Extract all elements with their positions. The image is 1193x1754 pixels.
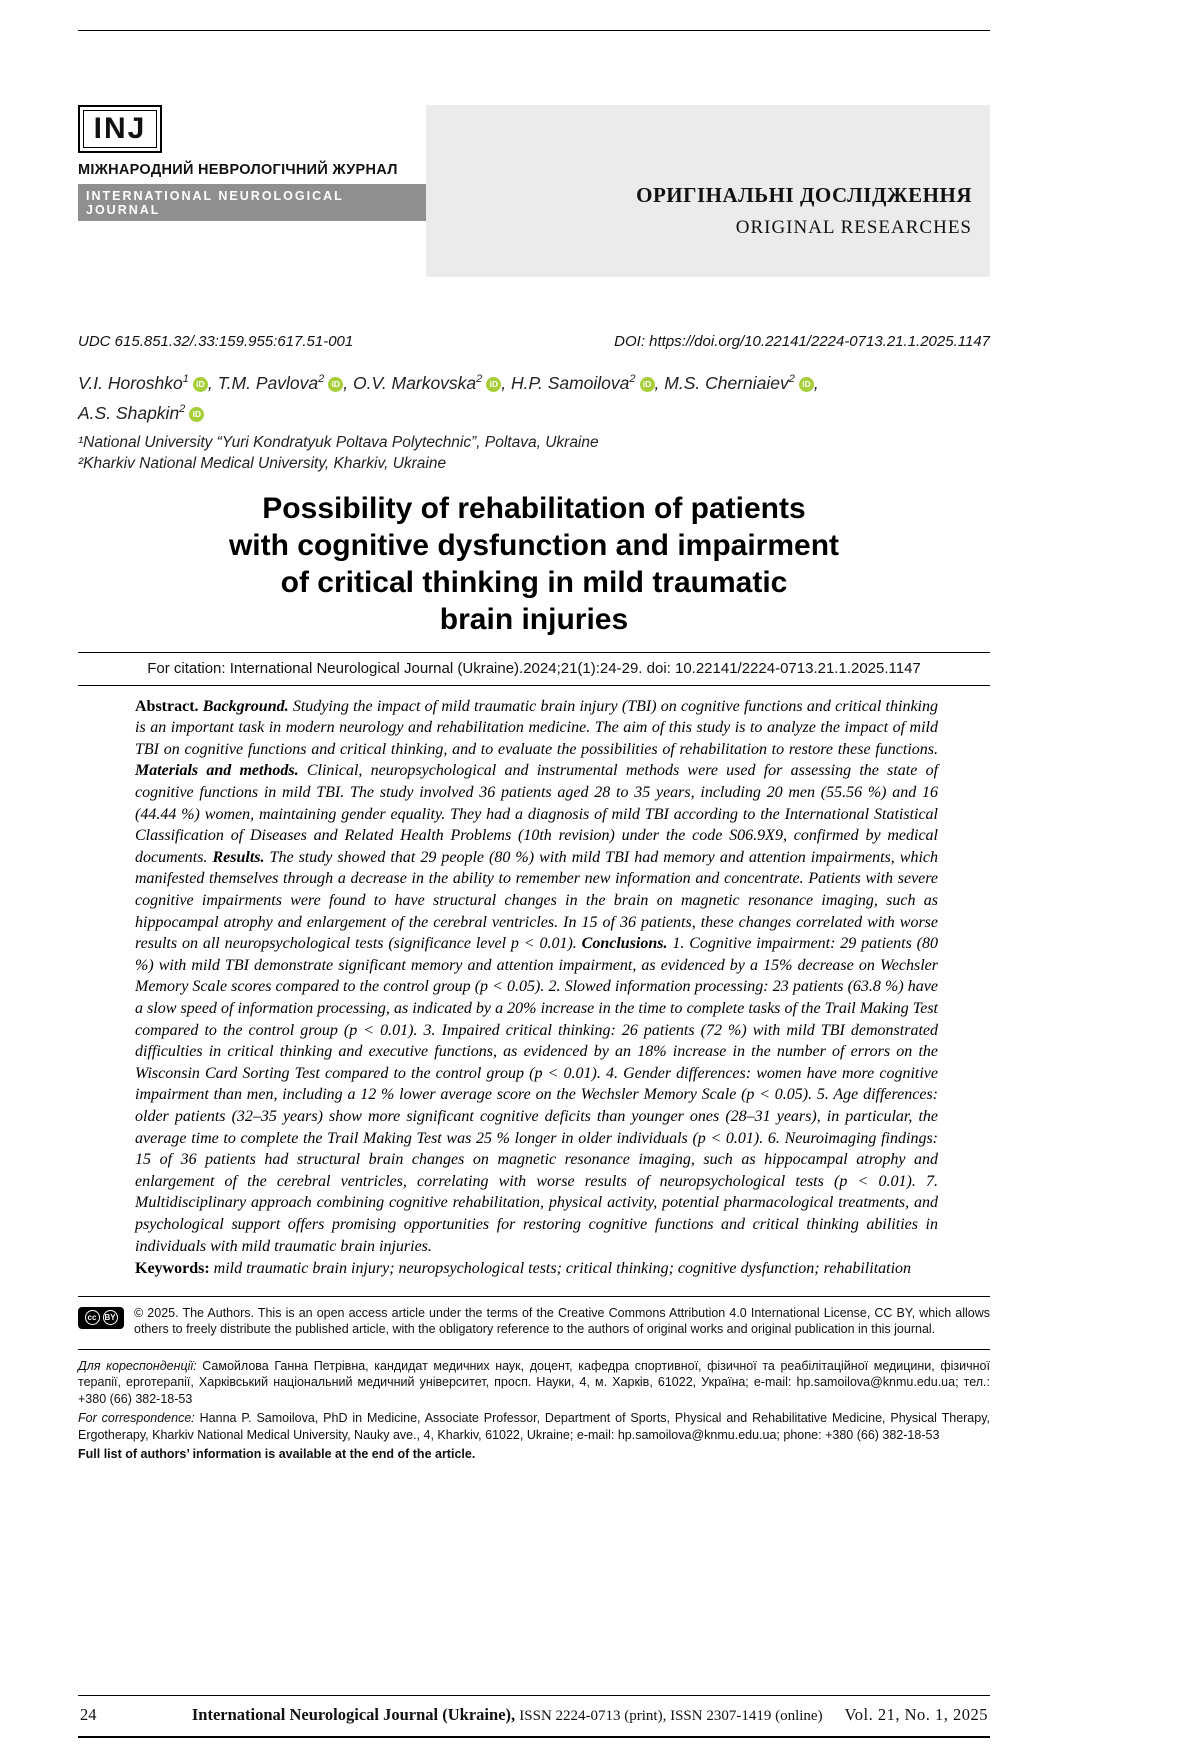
author-separator: ,: [207, 372, 213, 393]
journal-logo-acronym: INJ: [93, 112, 147, 145]
orcid-icon[interactable]: iD: [640, 377, 655, 392]
page-footer: [78, 1695, 990, 1738]
author-separator: ,: [813, 372, 819, 393]
journal-logo-column: [78, 105, 426, 277]
author: [511, 373, 659, 393]
abstract-section-label-results: Results.: [212, 848, 265, 866]
footer-journal-line: [170, 1705, 844, 1725]
author-separator: ,: [343, 372, 349, 393]
keywords-paragraph: [135, 1258, 938, 1280]
full-authors-note: Full list of authors’ information is available at the end of the article.: [78, 1447, 476, 1462]
abstract-section-text-conclusions: 1. Cognitive impairment: 29 patients (80 %) with mild TBI demonstrate significant memory and attention impairment, as evidenced by a 15% decrease on Wechsler Memory Scale scores compared to the control group (p < 0.05). 2. Slowed information processing: 23 patients (63.8 %) have a slow speed of information processing, as indicated by a 20% increase in the time to complete tasks of the Trail Making Test compared to the control group (p < 0.01). 3. Impaired critical thinking: 26 patients (72 %) with mild TBI demonstrated difficulties in critical thinking and executive functions, as evidenced by an 18% increase in the number of errors on the Wisconsin Card Sorting Test compared to the control group (p < 0.01). 4. Gender differences: women have more cognitive impairment than men, including a 12 % lower average score on the Wechsler Memory Scale (p < 0.05). 5. Age differences: older patients (32–35 years) show more significant cognitive deficits than younger ones (28–31 years), in particular, the average time to complete the Trail Making Test was 25 % longer in older individuals (p < 0.01). 6. Neuroimaging findings: 15 of 36 patients had structural brain changes on magnetic resonance imaging, such as hippocampal atrophy and enlargement of the cerebral ventricles, correlating with worse results of neuropsychological tests (p < 0.01). 7. Multidisciplinary approach combining cognitive rehabilitation, physical activity, potential pharmacological treatments, and psychological support offers promising opportunities for restoring cognitive functions and critical thinking abilities in individuals with mild traumatic brain injuries.: [135, 935, 939, 1255]
author-name: T.M. Pavlova: [217, 372, 319, 393]
author-affiliation-sup: 1: [182, 373, 189, 385]
abstract-section-text-methods: Clinical, neuropsychological and instrumental methods were used for assessing the state of cognitive functions in mild TBI. The study involved 36 patients aged 28 to 35 years, including 20 men (55.56 %) and 16 (44.44 %) women, maintaining gender equality. They had a diagnosis of mild TBI according to the International Statistical Classification of Diseases and Related Health Problems (10th revision) under the code S06.9X9, confirmed by medical documents.: [135, 762, 939, 866]
abstract-label: Abstract.: [135, 697, 199, 715]
abstract-paragraph: [135, 696, 938, 1257]
cc-by-icon: [78, 1307, 124, 1329]
author-name: M.S. Cherniaiev: [664, 372, 789, 393]
author: [218, 373, 349, 393]
correspondence-uk: [78, 1358, 990, 1408]
correspondence-en-label: For correspondence:: [78, 1411, 195, 1426]
correspondence-en-text: Hanna P. Samoilova, PhD in Medicine, Associate Professor, Department of Sports, Physical and Rehabilitative Medicine, Physical Therapy, Ergotherapy, Kharkiv National Medical University, Nauky ave., 4, Kharkiv, 61022, Ukraine; e-mail: hp.samoilova@knmu.edu.ua; phone: +380 (66) 382-18-53: [78, 1411, 991, 1442]
author-affiliation-sup: 2: [318, 373, 325, 385]
section-title-uk: ОРИГІНАЛЬНІ ДОСЛІДЖЕННЯ: [636, 183, 972, 207]
affiliations: [78, 432, 990, 474]
correspondence-uk-text: Самойлова Ганна Петрівна, кандидат медичних наук, доцент, кафедра спортивної, фізичної та реабілітаційної медицини, фізичної терапії, ерготерапії, Харківський національний медичний університет, просп. Науки, 4, м. Харків, 61022, Україна; e-mail: hp.samoilova@knmu.edu.ua; тел.: +380 (66) 382-18-53: [78, 1358, 990, 1406]
orcid-icon[interactable]: iD: [486, 377, 501, 392]
article-title-line: of critical thinking in mild traumatic: [280, 565, 788, 599]
affiliation-1: ¹National University “Yuri Kondratyuk Poltava Polytechnic”, Poltava, Ukraine: [78, 433, 599, 451]
author-affiliation-sup: 2: [788, 373, 795, 385]
author: [664, 373, 819, 393]
orcid-icon[interactable]: iD: [189, 407, 204, 422]
section-banner: [426, 105, 990, 277]
author: [78, 373, 213, 393]
journal-name-uk: МІЖНАРОДНИЙ НЕВРОЛОГІЧНИЙ ЖУРНАЛ: [78, 162, 398, 178]
authors-line: [78, 366, 990, 426]
journal-logo: [78, 105, 162, 153]
journal-name-en: INTERNATIONAL NEUROLOGICAL JOURNAL: [78, 184, 426, 221]
doi-link[interactable]: DOI: https://doi.org/10.22141/2224-0713.21.1.2025.1147: [614, 333, 990, 350]
author-affiliation-sup: 2: [476, 373, 483, 385]
author-separator: ,: [654, 372, 660, 393]
page-number: 24: [80, 1705, 97, 1724]
section-title-en: ORIGINAL RESEARCHES: [735, 217, 972, 238]
license-block: [78, 1296, 990, 1337]
abstract-section-label-methods: Materials and methods.: [135, 762, 299, 780]
author-affiliation-sup: 2: [629, 373, 636, 385]
udc-code: UDC 615.851.32/.33:159.955:617.51-001: [78, 333, 354, 350]
correspondence-en: [78, 1410, 990, 1443]
article-title-line: Possibility of rehabilitation of patients: [262, 491, 806, 525]
abstract-section-text-background: Studying the impact of mild traumatic brain injury (TBI) on cognitive functions and critical thinking is an important task in modern neurology and rehabilitation medicine. The aim of this study is to analyze the impact of mild TBI on cognitive functions and critical thinking, and to evaluate the possibilities of rehabilitation to restore these functions.: [135, 697, 938, 758]
by-circle-icon: BY: [103, 1310, 118, 1325]
author: [353, 373, 506, 393]
author-name: A.S. Shapkin: [78, 402, 180, 423]
citation-band: For citation: International Neurological Journal (Ukraine).2024;21(1):24-29. doi: 10.22141/2224-0713.21.1.2025.1147: [78, 652, 990, 686]
article-title: [78, 490, 990, 638]
affiliation-2: ²Kharkiv National Medical University, Kharkiv, Ukraine: [78, 454, 447, 472]
keywords-label: Keywords:: [135, 1260, 210, 1278]
author-name: O.V. Markovska: [352, 372, 477, 393]
top-rule: [78, 30, 990, 31]
footer-volume: Vol. 21, No. 1, 2025: [844, 1705, 988, 1724]
author-affiliation-sup: 2: [179, 402, 186, 415]
abstract-section-text-results: The study showed that 29 people (80 %) with mild TBI had memory and attention impairments, which manifested themselves through a decrease in the ability to remember new information and concentrate. Patients with severe cognitive impairments were found to have structural changes in the brain on magnetic resonance imaging, such as hippocampal atrophy and enlargement of the cerebral ventricles. In 15 of 36 patients, these changes correlated with worse results on all neuropsychological tests (significance level p < 0.01).: [135, 848, 939, 953]
abstract-block: [135, 696, 938, 1280]
abstract-section-label-background: Background.: [202, 697, 289, 715]
license-text: © 2025. The Authors. This is an open access article under the terms of the Creative Commons Attribution 4.0 International License, CC BY, which allows others to freely distribute the published article, with the obligatory reference to the authors of original works and original publication in this journal.: [134, 1305, 990, 1336]
article-title-line: brain injuries: [439, 602, 629, 636]
orcid-icon[interactable]: iD: [328, 377, 343, 392]
author: [78, 403, 204, 423]
correspondence-block: [78, 1349, 990, 1463]
journal-header: [78, 105, 990, 277]
keywords-text: mild traumatic brain injury; neuropsychological tests; critical thinking; cognitive dysfunction; rehabilitation: [213, 1260, 912, 1278]
orcid-icon[interactable]: iD: [193, 377, 208, 392]
article-title-line: with cognitive dysfunction and impairment: [228, 528, 840, 562]
abstract-section-label-conclusions: Conclusions.: [581, 935, 668, 953]
cc-circle-icon: cc: [85, 1310, 100, 1325]
footer-issn: ISSN 2224-0713 (print), ISSN 2307-1419 (online): [519, 1708, 823, 1724]
orcid-icon[interactable]: iD: [799, 377, 814, 392]
correspondence-uk-label: Для кореспонденції:: [78, 1358, 197, 1373]
footer-journal-name: International Neurological Journal (Ukraine),: [191, 1705, 516, 1724]
meta-row: [78, 333, 990, 350]
author-separator: ,: [501, 372, 507, 393]
author-name: H.P. Samoilova: [511, 372, 630, 393]
author-name: V.I. Horoshko: [78, 372, 183, 393]
